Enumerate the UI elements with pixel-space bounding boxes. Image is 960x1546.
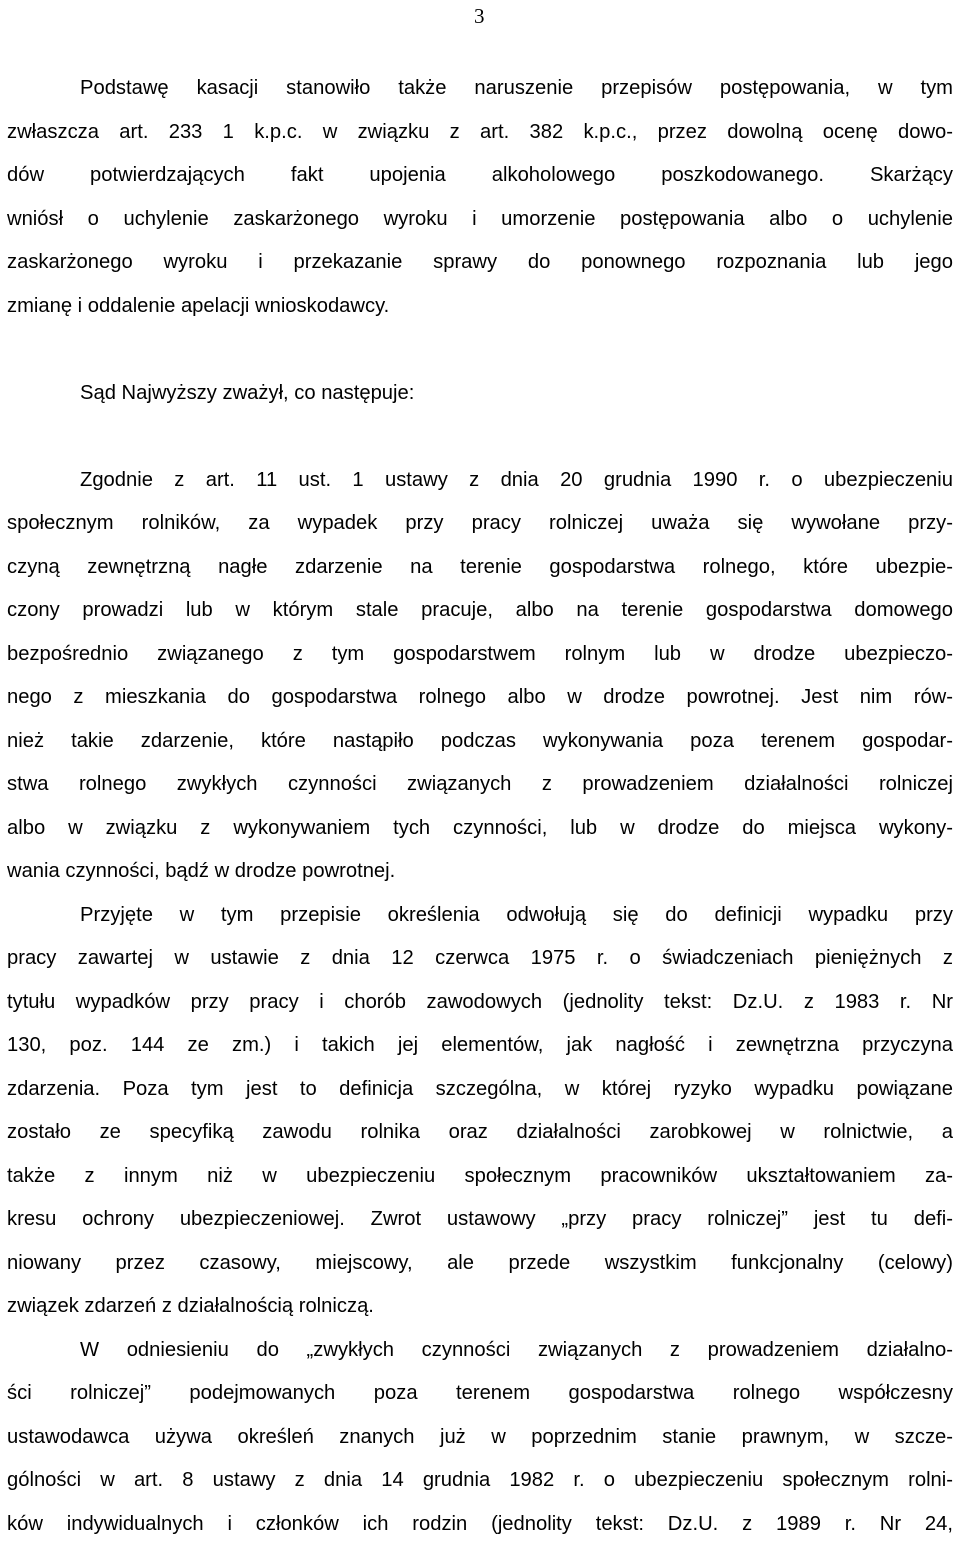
paragraph (7, 372, 953, 416)
text-line: Sąd Najwyższy zważył, co następuje: (7, 372, 953, 416)
text-line: zmianę i oddalenie apelacji wnioskodawcy. (7, 285, 953, 329)
paragraph (7, 894, 953, 1329)
text-line: wniósł o uchylenie zaskarżonego wyroku i umorzenie postępowania albo o uchylenie (7, 198, 953, 242)
text-line: nież takie zdarzenie, które nastąpiło podczas wykonywania poza terenem gospodar- (7, 720, 953, 764)
text-line: Przyjęte w tym przepisie określenia odwołują się do definicji wypadku przy (7, 894, 953, 938)
text-line: kresu ochrony ubezpieczeniowej. Zwrot ustawowy „przy pracy rolniczej” jest tu defi- (7, 1198, 953, 1242)
text-line: zdarzenia. Poza tym jest to definicja szczególna, w której ryzyko wypadku powiązane (7, 1068, 953, 1112)
text-line: albo w związku z wykonywaniem tych czynności, lub w drodze do miejsca wykony- (7, 807, 953, 851)
text-line: wania czynności, bądź w drodze powrotnej. (7, 850, 953, 894)
text-line: ków indywidualnych i członków ich rodzin (jednolity tekst: Dz.U. z 1989 r. Nr 24, (7, 1503, 953, 1546)
text-line: także z innym niż w ubezpieczeniu społecznym pracowników ukształtowaniem za- (7, 1155, 953, 1199)
text-line: zostało ze specyfiką zawodu rolnika oraz działalności zarobkowej w rolnictwie, a (7, 1111, 953, 1155)
text-line: ści rolniczej” podejmowanych poza terenem gospodarstwa rolnego współczesny (7, 1372, 953, 1416)
text-line: czony prowadzi lub w którym stale pracuje, albo na terenie gospodarstwa domowego (7, 589, 953, 633)
text-line: pracy zawartej w ustawie z dnia 12 czerwca 1975 r. o świadczeniach pieniężnych z (7, 937, 953, 981)
paragraph (7, 459, 953, 894)
text-line: związek zdarzeń z działalnością rolniczą. (7, 1285, 953, 1329)
page-number: 3 (474, 4, 485, 28)
text-line: Zgodnie z art. 11 ust. 1 ustawy z dnia 20 grudnia 1990 r. o ubezpieczeniu (7, 459, 953, 503)
text-line: nego z mieszkania do gospodarstwa rolnego albo w drodze powrotnej. Jest nim rów- (7, 676, 953, 720)
text-line: tytułu wypadków przy pracy i chorób zawodowych (jednolity tekst: Dz.U. z 1983 r. Nr (7, 981, 953, 1025)
text-line: gólności w art. 8 ustawy z dnia 14 grudnia 1982 r. o ubezpieczeniu społecznym rolni- (7, 1459, 953, 1503)
paragraph-gap (7, 415, 953, 459)
text-line: zaskarżonego wyroku i przekazanie sprawy do ponownego rozpoznania lub jego (7, 241, 953, 285)
text-line: W odniesieniu do „zwykłych czynności związanych z prowadzeniem działalno- (7, 1329, 953, 1373)
document-body (7, 67, 953, 1546)
paragraph (7, 1329, 953, 1546)
text-line: dów potwierdzających fakt upojenia alkoholowego poszkodowanego. Skarżący (7, 154, 953, 198)
text-line: czyną zewnętrzną nagłe zdarzenie na terenie gospodarstwa rolnego, które ubezpie- (7, 546, 953, 590)
text-line: stwa rolnego zwykłych czynności związanych z prowadzeniem działalności rolniczej (7, 763, 953, 807)
text-line: bezpośrednio związanego z tym gospodarstwem rolnym lub w drodze ubezpieczo- (7, 633, 953, 677)
paragraph-gap (7, 328, 953, 372)
text-line: społecznym rolników, za wypadek przy pracy rolniczej uważa się wywołane przy- (7, 502, 953, 546)
text-line: Podstawę kasacji stanowiło także naruszenie przepisów postępowania, w tym (7, 67, 953, 111)
paragraph (7, 67, 953, 328)
text-line: zwłaszcza art. 233 1 k.p.c. w związku z art. 382 k.p.c., przez dowolną ocenę dowo- (7, 111, 953, 155)
text-line: niowany przez czasowy, miejscowy, ale przede wszystkim funkcjonalny (celowy) (7, 1242, 953, 1286)
text-line: ustawodawca używa określeń znanych już w poprzednim stanie prawnym, w szcze- (7, 1416, 953, 1460)
text-line: 130, poz. 144 ze zm.) i takich jej elementów, jak nagłość i zewnętrzna przyczyna (7, 1024, 953, 1068)
